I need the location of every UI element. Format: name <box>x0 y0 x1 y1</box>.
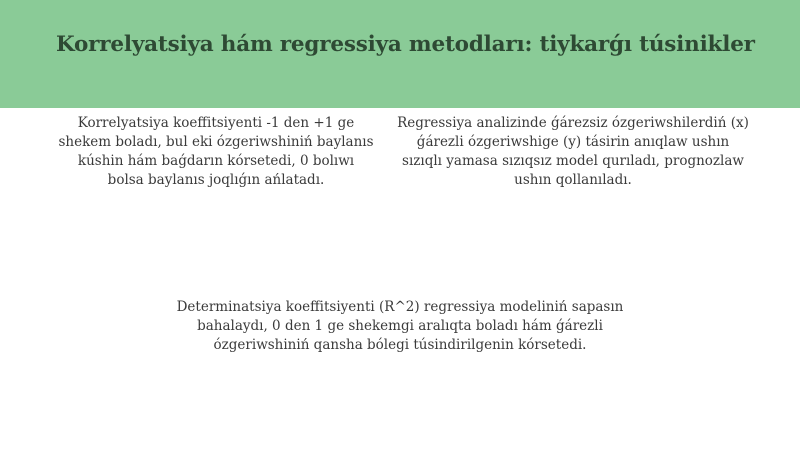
slide-title: Korrelyatsiya hám regressiya metodları: tiykarǵı túsinikler <box>56 32 755 57</box>
correlation-text-block: Korrelyatsiya koeffitsiyenti -1 den +1 ge shekem boladı, bul eki ózgeriwshiniń baylanıs kúshin hám baǵdarın kórsetedi, 0 bolıwı bolsa baylanıs joqlıǵın ańlatadı. <box>58 115 374 188</box>
regression-text-block: Regressiya analizinde ǵárezsiz ózgeriwshilerdiń (x) ǵárezli ózgeriwshige (y) tásirin anıqlaw ushın sızıqlı yamasa sızıqsız model qurıladı, prognozlaw ushın qollanıladı. <box>397 115 749 188</box>
title-bar <box>0 0 800 108</box>
determination-text-block: Determinatsiya koeffitsiyenti (R^2) regressiya modeliniń sapasın bahalaydı, 0 den 1 ge shekemgi aralıqta boladı hám ǵárezli ózgeriwshiniń qansha bólegi túsindirilgenin kórsetedi. <box>176 299 624 353</box>
